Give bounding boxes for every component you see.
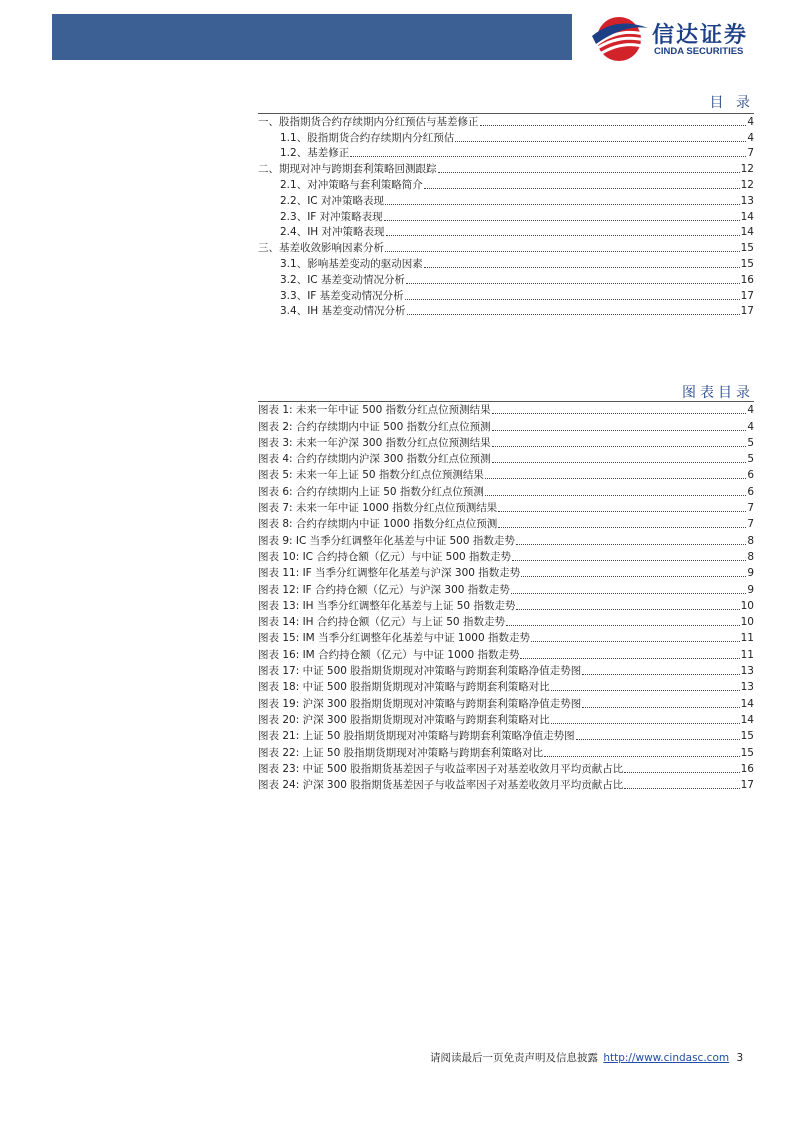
toc-entry[interactable] <box>258 240 754 256</box>
dot-leader <box>506 615 740 626</box>
figure-entry-label: 图表 15: IM 当季分红调整年化基差与中证 1000 指数走势 <box>258 632 530 645</box>
toc-entry-page: 17 <box>740 289 754 302</box>
figure-entry-label: 图表 1: 未来一年中证 500 指数分红点位预测结果 <box>258 404 491 417</box>
dot-leader <box>424 178 740 189</box>
toc-entry-page: 12 <box>740 178 754 191</box>
figure-entry-label: 图表 5: 未来一年上证 50 指数分红点位预测结果 <box>258 469 484 482</box>
page-number: 3 <box>736 1052 744 1064</box>
toc-list <box>258 114 754 319</box>
dot-leader <box>520 648 739 659</box>
toc-entry[interactable] <box>258 146 754 162</box>
toc-title: 目 录 <box>709 95 754 111</box>
figure-entry[interactable] <box>258 565 754 581</box>
toc-entry-label: 3.3、IF 基差变动情况分析 <box>280 289 404 302</box>
toc-entry-label: 一、股指期货合约存续期内分红预估与基差修正 <box>258 115 479 128</box>
figure-entry[interactable] <box>258 500 754 516</box>
figure-entry-label: 图表 2: 合约存续期内中证 500 指数分红点位预测 <box>258 420 491 433</box>
toc-entry-page: 12 <box>740 163 754 176</box>
dot-leader <box>582 664 739 675</box>
toc-entry[interactable] <box>258 209 754 225</box>
dot-leader <box>544 746 740 757</box>
figure-entry[interactable] <box>258 549 754 565</box>
logo-emblem-icon <box>588 14 650 64</box>
toc-entry[interactable] <box>258 272 754 288</box>
toc-entry-label: 三、基差收敛影响因素分析 <box>258 242 384 255</box>
toc-entry-page: 4 <box>747 115 754 128</box>
figure-entry[interactable] <box>258 532 754 548</box>
figure-entry-page: 15 <box>740 730 754 743</box>
toc-entry-label: 2.4、IH 对冲策略表现 <box>280 226 385 239</box>
figure-entry[interactable] <box>258 418 754 434</box>
figures-title: 图表目录 <box>682 385 754 401</box>
toc-entry-label: 2.1、对冲策略与套利策略简介 <box>280 178 423 191</box>
dot-leader <box>485 485 746 496</box>
dot-leader <box>624 762 739 773</box>
dot-leader <box>386 225 740 236</box>
dot-leader <box>492 452 747 463</box>
toc-entry-label: 1.2、基差修正 <box>280 147 350 160</box>
footer-disclaimer: 请阅读最后一页免责声明及信息披露 <box>430 1052 598 1064</box>
dot-leader <box>576 729 740 740</box>
figure-entry-page: 16 <box>740 762 754 775</box>
figure-entry-label: 图表 22: 上证 50 股指期货期现对冲策略与跨期套利策略对比 <box>258 746 544 759</box>
figure-entry[interactable] <box>258 402 754 418</box>
figure-entry-label: 图表 12: IF 合约持仓额（亿元）与沪深 300 指数走势 <box>258 583 510 596</box>
figure-entry[interactable] <box>258 630 754 646</box>
dot-leader <box>521 566 746 577</box>
dot-leader <box>512 550 746 561</box>
figure-entry-label: 图表 4: 合约存续期内沪深 300 指数分红点位预测 <box>258 453 491 466</box>
figure-entry-label: 图表 11: IF 当季分红调整年化基差与沪深 300 指数走势 <box>258 567 521 580</box>
figure-entry-page: 11 <box>740 632 754 645</box>
toc-entry-page: 14 <box>740 210 754 223</box>
figure-entry[interactable] <box>258 435 754 451</box>
dot-leader <box>582 697 739 708</box>
logo-english-name: CINDA SECURITIES <box>654 46 744 57</box>
toc-entry-page: 17 <box>740 305 754 318</box>
figure-entry[interactable] <box>258 663 754 679</box>
toc-entry-page: 15 <box>740 242 754 255</box>
toc-entry[interactable] <box>258 256 754 272</box>
footer-website-link[interactable]: http://www.cindasc.com <box>603 1052 730 1064</box>
figure-entry-page: 9 <box>747 567 754 580</box>
dot-leader <box>516 534 746 545</box>
dot-leader <box>492 403 747 414</box>
toc-entry[interactable] <box>258 177 754 193</box>
figure-entry-label: 图表 9: IC 当季分红调整年化基差与中证 500 指数走势 <box>258 534 515 547</box>
figure-entry-label: 图表 18: 中证 500 股指期货期现对冲策略与跨期套利策略对比 <box>258 681 550 694</box>
figure-entry[interactable] <box>258 744 754 760</box>
dot-leader <box>516 599 739 610</box>
dot-leader <box>438 162 740 173</box>
toc-entry[interactable] <box>258 161 754 177</box>
toc-entry[interactable] <box>258 304 754 320</box>
figure-entry-page: 15 <box>740 746 754 759</box>
toc-entry-page: 4 <box>747 131 754 144</box>
toc-entry-page: 13 <box>740 194 754 207</box>
header-bar <box>52 14 572 60</box>
dot-leader <box>531 631 740 642</box>
toc-entry-label: 2.3、IF 对冲策略表现 <box>280 210 383 223</box>
toc-entry[interactable] <box>258 225 754 241</box>
toc-entry-label: 2.2、IC 对冲策略表现 <box>280 194 384 207</box>
figure-entry[interactable] <box>258 598 754 614</box>
dot-leader <box>498 517 746 528</box>
figure-entry[interactable] <box>258 695 754 711</box>
dot-leader <box>385 241 740 252</box>
toc-entry-page: 15 <box>740 257 754 270</box>
figure-entry[interactable] <box>258 451 754 467</box>
dot-leader <box>424 257 740 268</box>
dot-leader <box>406 273 740 284</box>
figure-entry-page: 11 <box>740 648 754 661</box>
figure-entry[interactable] <box>258 761 754 777</box>
figure-entry[interactable] <box>258 712 754 728</box>
toc-entry[interactable] <box>258 114 754 130</box>
dot-leader <box>551 680 740 691</box>
figure-entry-label: 图表 24: 沪深 300 股指期货基差因子与收益率因子对基差收敛月平均贡献占比 <box>258 779 624 792</box>
figure-entry-page: 8 <box>747 550 754 563</box>
dot-leader <box>492 436 747 447</box>
figure-entry-page: 6 <box>747 469 754 482</box>
figure-entry-page: 4 <box>747 404 754 417</box>
figure-entry-label: 图表 3: 未来一年沪深 300 指数分红点位预测结果 <box>258 436 491 449</box>
dot-leader <box>385 194 740 205</box>
dot-leader <box>511 583 747 594</box>
figures-list <box>258 402 754 793</box>
figure-entry-page: 10 <box>740 599 754 612</box>
figure-entry-page: 8 <box>747 534 754 547</box>
figure-entry-page: 10 <box>740 616 754 629</box>
figure-entry-page: 13 <box>740 681 754 694</box>
figure-entry-page: 17 <box>740 779 754 792</box>
figure-entry-label: 图表 16: IM 合约持仓额（亿元）与中证 1000 指数走势 <box>258 648 520 661</box>
company-logo <box>588 14 788 64</box>
figure-entry-label: 图表 21: 上证 50 股指期货期现对冲策略与跨期套利策略净值走势图 <box>258 730 575 743</box>
toc-entry[interactable] <box>258 288 754 304</box>
dot-leader <box>350 146 746 157</box>
figure-entry-label: 图表 7: 未来一年中证 1000 指数分红点位预测结果 <box>258 502 498 515</box>
figure-entry[interactable] <box>258 777 754 793</box>
toc-entry-label: 3.4、IH 基差变动情况分析 <box>280 305 406 318</box>
figure-entry-page: 13 <box>740 665 754 678</box>
figure-entry-label: 图表 13: IH 当季分红调整年化基差与上证 50 指数走势 <box>258 599 516 612</box>
figure-entry-label: 图表 10: IC 合约持仓额（亿元）与中证 500 指数走势 <box>258 550 512 563</box>
figure-entry[interactable] <box>258 516 754 532</box>
figure-entry[interactable] <box>258 728 754 744</box>
toc-entry-label: 1.1、股指期货合约存续期内分红预估 <box>280 131 455 144</box>
dot-leader <box>498 501 746 512</box>
figure-entry-label: 图表 8: 合约存续期内中证 1000 指数分红点位预测 <box>258 518 498 531</box>
figure-entry-page: 7 <box>747 518 754 531</box>
dot-leader <box>405 289 740 300</box>
figure-entry[interactable] <box>258 483 754 499</box>
logo-chinese-name: 信达证券 <box>652 23 749 48</box>
dot-leader <box>492 420 747 431</box>
figure-entry-label: 图表 23: 中证 500 股指期货基差因子与收益率因子对基差收敛月平均贡献占比 <box>258 762 624 775</box>
toc-entry-label: 二、期现对冲与跨期套利策略回测跟踪 <box>258 163 437 176</box>
dot-leader <box>485 468 746 479</box>
figure-entry[interactable] <box>258 646 754 662</box>
toc-entry-label: 3.1、影响基差变动的驱动因素 <box>280 257 423 270</box>
figure-entry-label: 图表 14: IH 合约持仓额（亿元）与上证 50 指数走势 <box>258 616 505 629</box>
figure-entry[interactable] <box>258 679 754 695</box>
figure-entry[interactable] <box>258 467 754 483</box>
figure-entry-label: 图表 20: 沪深 300 股指期货期现对冲策略与跨期套利策略对比 <box>258 713 550 726</box>
toc-entry-label: 3.2、IC 基差变动情况分析 <box>280 273 405 286</box>
page-footer <box>430 1050 743 1065</box>
figure-entry-page: 6 <box>747 485 754 498</box>
dot-leader <box>551 713 740 724</box>
figure-entry-page: 7 <box>747 502 754 515</box>
figure-entry-page: 5 <box>747 453 754 466</box>
toc-entry[interactable] <box>258 130 754 146</box>
figure-entry-label: 图表 17: 中证 500 股指期货期现对冲策略与跨期套利策略净值走势图 <box>258 665 582 678</box>
toc-entry-page: 7 <box>747 147 754 160</box>
dot-leader <box>480 115 747 126</box>
figure-entry-label: 图表 6: 合约存续期内上证 50 指数分红点位预测 <box>258 485 484 498</box>
figure-entry-page: 9 <box>747 583 754 596</box>
figure-entry-page: 14 <box>740 697 754 710</box>
dot-leader <box>384 210 740 221</box>
dot-leader <box>455 131 746 142</box>
figure-entry[interactable] <box>258 614 754 630</box>
figure-entry-page: 14 <box>740 713 754 726</box>
toc-entry-page: 14 <box>740 226 754 239</box>
figure-entry-page: 4 <box>747 420 754 433</box>
figure-entry-label: 图表 19: 沪深 300 股指期货期现对冲策略与跨期套利策略净值走势图 <box>258 697 582 710</box>
toc-entry-page: 16 <box>740 273 754 286</box>
dot-leader <box>624 778 739 789</box>
dot-leader <box>407 304 740 315</box>
figure-entry-page: 5 <box>747 436 754 449</box>
toc-entry[interactable] <box>258 193 754 209</box>
figure-entry[interactable] <box>258 581 754 597</box>
